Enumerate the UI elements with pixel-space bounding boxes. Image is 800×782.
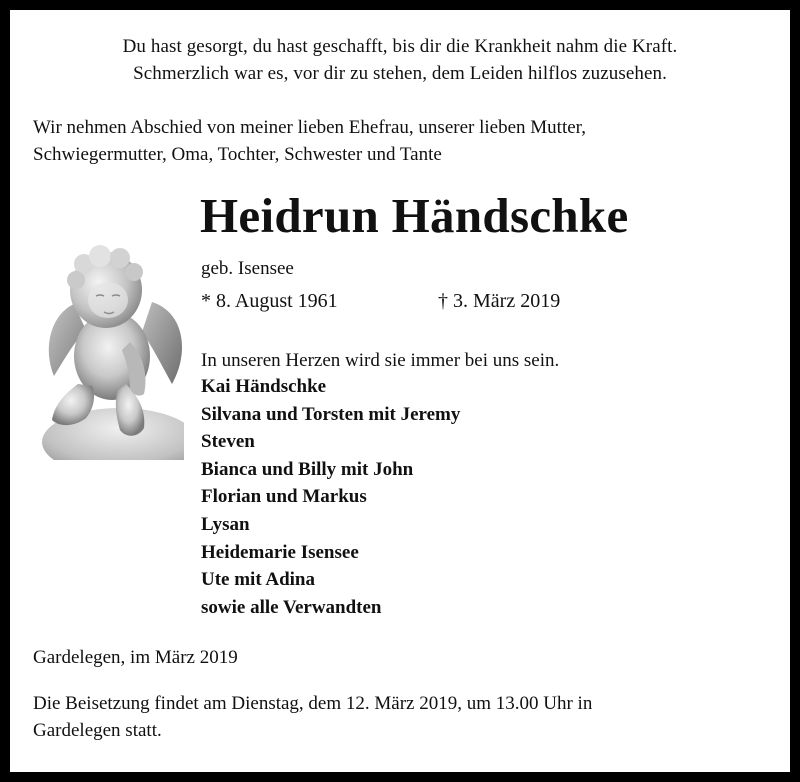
mourner-item: Steven bbox=[201, 431, 255, 453]
funeral-line-2: Gardelegen statt. bbox=[33, 720, 162, 741]
mourner-item: Ute mit Adina bbox=[201, 569, 315, 591]
poem-line-1: Du hast gesorgt, du hast geschafft, bis dir die Krankheit nahm die Kraft. bbox=[122, 36, 678, 57]
mourner-item: Kai Händschke bbox=[201, 376, 327, 397]
mourners-list bbox=[201, 373, 460, 621]
intro-line-1: Wir nehmen Abschied von meiner lieben Ehefrau, unserer lieben Mutter, bbox=[33, 117, 586, 138]
birth-date: * 8. August 1961 bbox=[201, 290, 338, 312]
memorial-motto: In unseren Herzen wird sie immer bei uns sein. bbox=[201, 350, 560, 371]
mourner-item: Florian und Markus bbox=[201, 486, 367, 508]
maiden-name: geb. Isensee bbox=[201, 258, 294, 279]
mourner-item: Bianca und Billy mit John bbox=[201, 458, 414, 480]
mourner-item: Lysan bbox=[201, 513, 250, 535]
mourner-item: Heidemarie Isensee bbox=[201, 541, 359, 563]
funeral-notice bbox=[33, 690, 773, 744]
funeral-line-1: Die Beisetzung findet am Dienstag, dem 12. März 2019, um 13.00 Uhr in bbox=[33, 693, 593, 714]
death-date: † 3. März 2019 bbox=[438, 290, 561, 312]
poem-line-2: Schmerzlich war es, vor dir zu stehen, dem Leiden hilflos zuzusehen. bbox=[133, 63, 667, 84]
cherub-image bbox=[34, 234, 184, 460]
deceased-name: Heidrun Händschke bbox=[200, 188, 629, 243]
place-date: Gardelegen, im März 2019 bbox=[33, 647, 238, 668]
intro-line-2: Schwiegermutter, Oma, Tochter, Schwester und Tante bbox=[33, 144, 442, 165]
mourner-item: sowie alle Verwandten bbox=[201, 596, 382, 618]
mourner-item: Silvana und Torsten mit Jeremy bbox=[201, 403, 461, 425]
